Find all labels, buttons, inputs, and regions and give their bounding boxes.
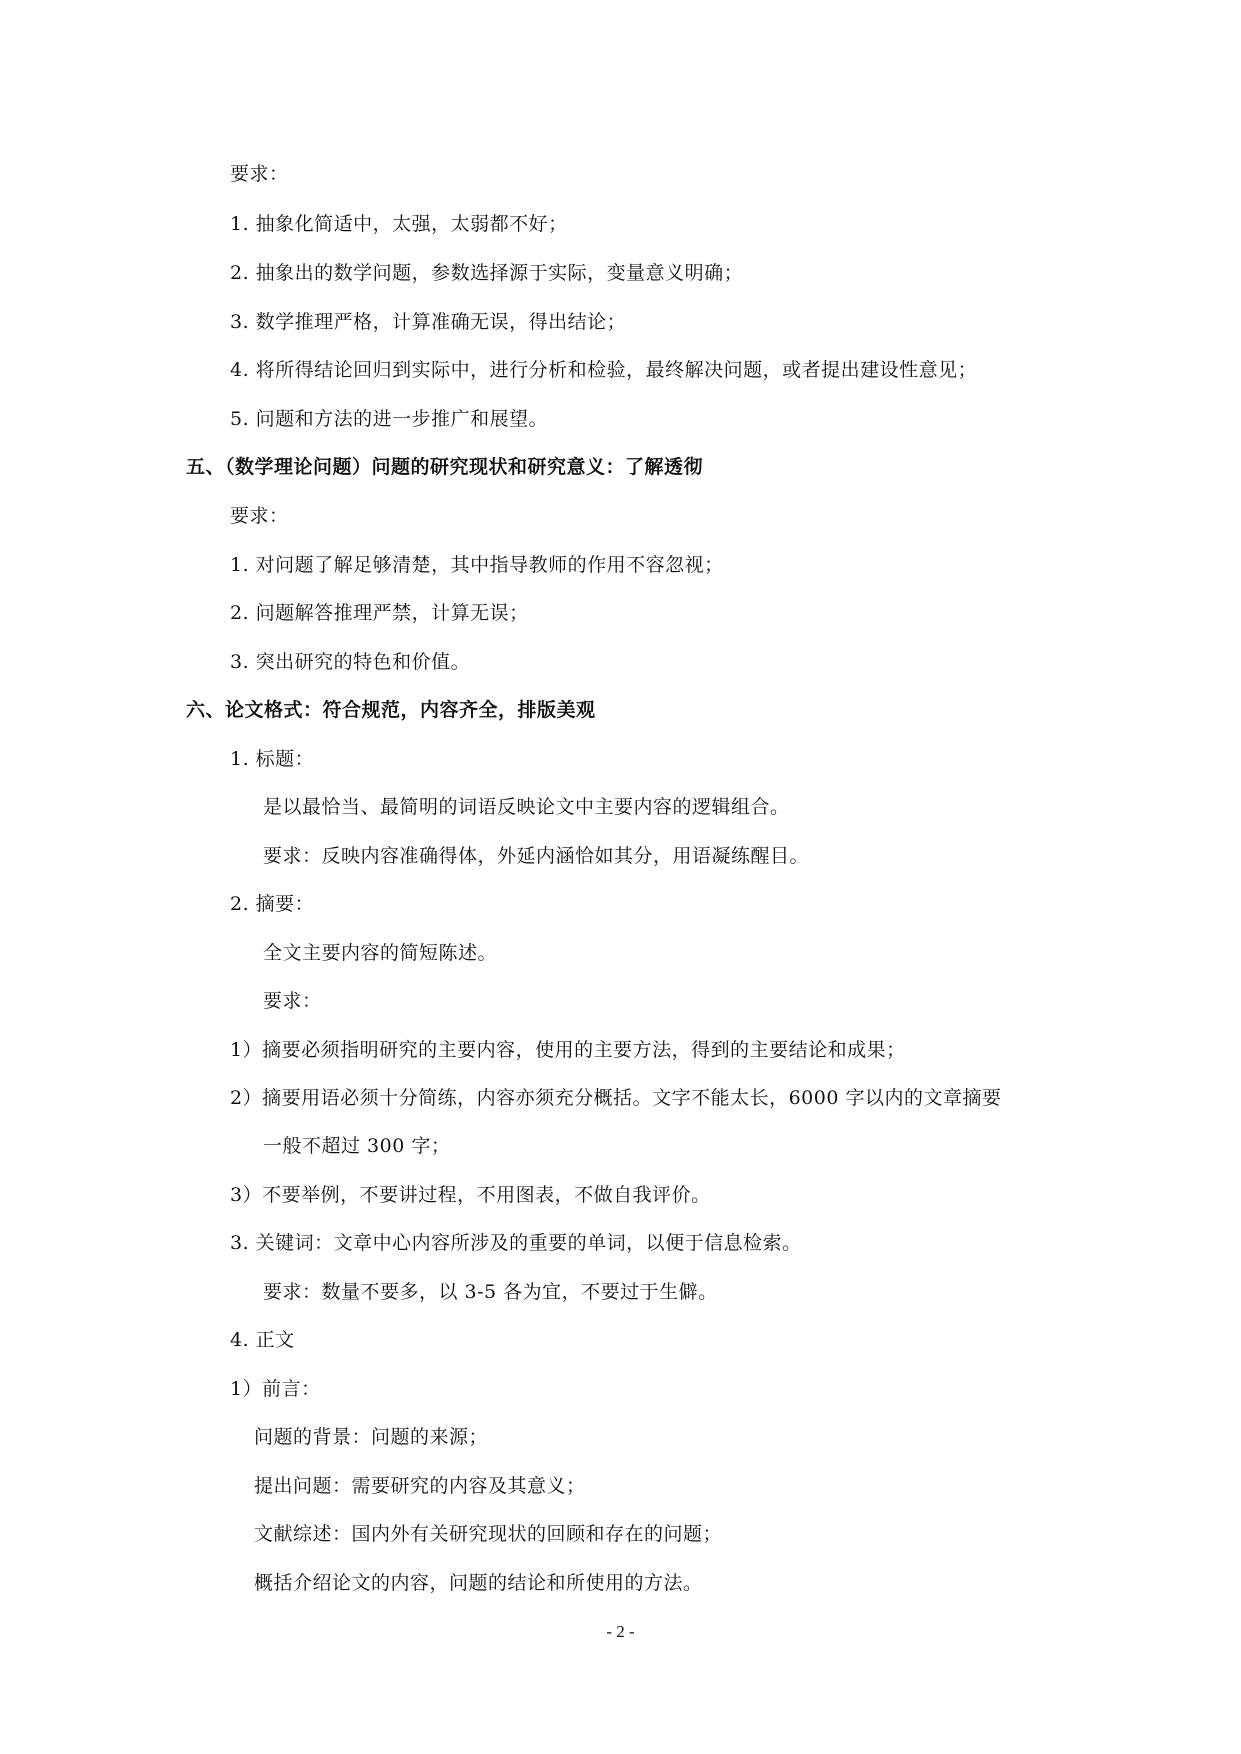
paragraph: 要求：反映内容准确得体，外延内涵恰如其分，用语凝练醒目。	[263, 845, 810, 867]
subsection-title: 3. 关键词：文章中心内容所涉及的重要的单词，以便于信息检索。	[230, 1232, 802, 1254]
section-heading-5: 五、（数学理论问题）问题的研究现状和研究意义：了解透彻	[186, 456, 704, 478]
list-item: 4. 将所得结论回归到实际中，进行分析和检验，最终解决问题，或者提出建设性意见；	[230, 359, 978, 381]
list-item: 1）前言：	[230, 1378, 321, 1400]
list-item: 3. 数学推理严格，计算准确无误，得出结论；	[230, 311, 627, 333]
section-heading-6: 六、论文格式：符合规范，内容齐全，排版美观	[186, 699, 596, 721]
requirement-label: 要求：	[230, 505, 289, 527]
list-item-continuation: 一般不超过 300 字；	[263, 1135, 451, 1157]
subsection-title: 2. 摘要：	[230, 893, 315, 915]
paragraph: 全文主要内容的简短陈述。	[263, 942, 498, 964]
paragraph: 问题的背景：问题的来源；	[254, 1426, 489, 1448]
list-item: 1. 抽象化简适中，太强，太弱都不好；	[230, 213, 568, 235]
list-item: 2）摘要用语必须十分简练，内容亦须充分概括。文字不能太长，6000 字以内的文章摘要	[230, 1087, 1002, 1109]
subsection-title: 4. 正文	[230, 1329, 295, 1351]
subsection-title: 1. 标题：	[230, 748, 315, 770]
list-item: 2. 问题解答推理严禁，计算无误；	[230, 602, 529, 624]
list-item: 3）不要举例，不要讲过程，不用图表，不做自我评价。	[230, 1184, 711, 1206]
list-item: 2. 抽象出的数学问题，参数选择源于实际，变量意义明确；	[230, 262, 744, 284]
list-item: 3. 突出研究的特色和价值。	[230, 651, 471, 673]
paragraph: 要求：数量不要多，以 3-5 各为宜，不要过于生僻。	[263, 1281, 718, 1303]
paragraph: 是以最恰当、最简明的词语反映论文中主要内容的逻辑组合。	[263, 796, 790, 818]
requirement-label: 要求：	[263, 990, 322, 1012]
requirement-label: 要求：	[230, 163, 289, 185]
paragraph: 提出问题：需要研究的内容及其意义；	[254, 1475, 586, 1497]
paragraph: 概括介绍论文的内容，问题的结论和所使用的方法。	[254, 1572, 703, 1594]
list-item: 5. 问题和方法的进一步推广和展望。	[230, 408, 549, 430]
page-number: - 2 -	[606, 1622, 635, 1641]
paragraph: 文献综述：国内外有关研究现状的回顾和存在的问题；	[254, 1523, 723, 1545]
list-item: 1）摘要必须指明研究的主要内容，使用的主要方法，得到的主要结论和成果；	[230, 1039, 906, 1061]
list-item: 1. 对问题了解足够清楚，其中指导教师的作用不容忽视；	[230, 554, 724, 576]
